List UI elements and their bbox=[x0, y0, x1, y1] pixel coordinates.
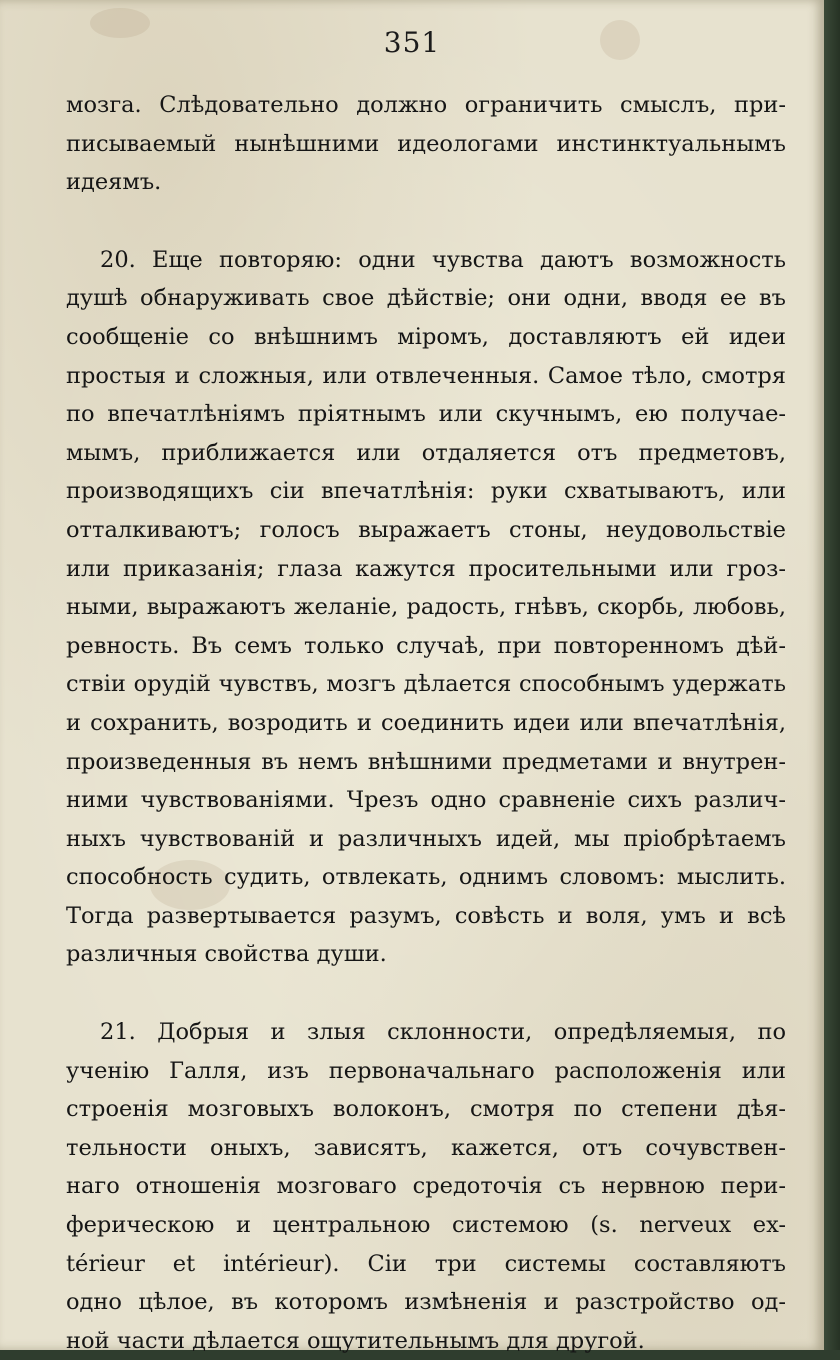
page-number: 351 bbox=[383, 26, 441, 59]
text-line: тельности оныхъ, зависятъ, кажется, отъ сочувствен- bbox=[66, 1134, 786, 1161]
text-line: мымъ, приближается или отдаляется отъ предметовъ, bbox=[66, 439, 786, 466]
paragraph-gap bbox=[66, 202, 786, 241]
text-line: 20. Еще повторяю: одни чувства даютъ возможность bbox=[100, 246, 786, 273]
text-line: ферическою и центральною системою (s. nerveux ex- bbox=[66, 1212, 786, 1239]
text-line: идеямъ. bbox=[66, 169, 162, 196]
paragraph-1 bbox=[66, 86, 786, 202]
text-line: ученію Галля, изъ первоначальнаго расположенія или bbox=[66, 1057, 786, 1084]
text-line: отталкиваютъ; голосъ выражаетъ стоны, неудовольствіе bbox=[66, 516, 786, 543]
text-line: строенія мозговыхъ волоконъ, смотря по степени дѣя- bbox=[66, 1096, 786, 1123]
text-line: ной части дѣлается ощутительнымъ для другой. bbox=[66, 1327, 645, 1354]
text-line: и сохранить, возродить и соединить идеи или впечатлѣнія, bbox=[66, 709, 786, 736]
text-line: по впечатлѣніямъ пріятнымъ или скучнымъ, ею получае- bbox=[66, 401, 786, 428]
paragraph-gap bbox=[66, 974, 786, 1013]
page-text bbox=[66, 86, 786, 1360]
text-line: производящихъ сіи впечатлѣнія: руки схватываютъ, или bbox=[66, 478, 786, 505]
page-edge-shadow bbox=[824, 0, 840, 1350]
text-line: наго отношенія мозговаго средоточія съ нервною пери- bbox=[66, 1173, 786, 1200]
text-line: писываемый нынѣшними идеологами инстинктуальнымъ bbox=[66, 130, 786, 157]
paragraph-2 bbox=[66, 241, 786, 974]
text-line: ными, выражаютъ желаніе, радость, гнѣвъ, скорбь, любовь, bbox=[66, 594, 786, 621]
text-line: мозга. Слѣдовательно должно ограничить смыслъ, при- bbox=[66, 92, 786, 118]
text-line: различныя свойства души. bbox=[66, 941, 387, 968]
text-line: способность судить, отвлекать, однимъ словомъ: мыслить. bbox=[66, 864, 786, 891]
text-line: 21. Добрыя и злыя склонности, опредѣляемыя, по bbox=[100, 1019, 786, 1046]
text-line: Тогда развертывается разумъ, совѣсть и воля, умъ и всѣ bbox=[66, 902, 786, 929]
text-line: душѣ обнаруживать свое дѣйствіе; они одни, вводя ее въ bbox=[66, 285, 786, 312]
paragraph-3 bbox=[66, 1013, 786, 1360]
text-line: ними чувствованіями. Чрезъ одно сравненіе сихъ различ- bbox=[66, 787, 786, 814]
text-line: térieur et intérieur). Сіи три системы составляютъ bbox=[66, 1250, 786, 1277]
text-line: или приказанія; глаза кажутся просительными или гроз- bbox=[66, 555, 786, 582]
text-line: сообщеніе со внѣшнимъ міромъ, доставляютъ ей идеи bbox=[66, 323, 786, 350]
text-line: произведенныя въ немъ внѣшними предметами и внутрен- bbox=[66, 748, 786, 775]
text-line: ныхъ чувствованій и различныхъ идей, мы пріобрѣтаемъ bbox=[66, 825, 786, 852]
text-line: ревность. Въ семъ только случаѣ, при повторенномъ дѣй- bbox=[66, 632, 786, 659]
text-line: простыя и сложныя, или отвлеченныя. Самое тѣло, смотря bbox=[66, 362, 786, 389]
text-line: одно цѣлое, въ которомъ измѣненія и разстройство од- bbox=[66, 1289, 786, 1316]
text-line: ствіи орудій чувствъ, мозгъ дѣлается способнымъ удержать bbox=[66, 671, 786, 698]
